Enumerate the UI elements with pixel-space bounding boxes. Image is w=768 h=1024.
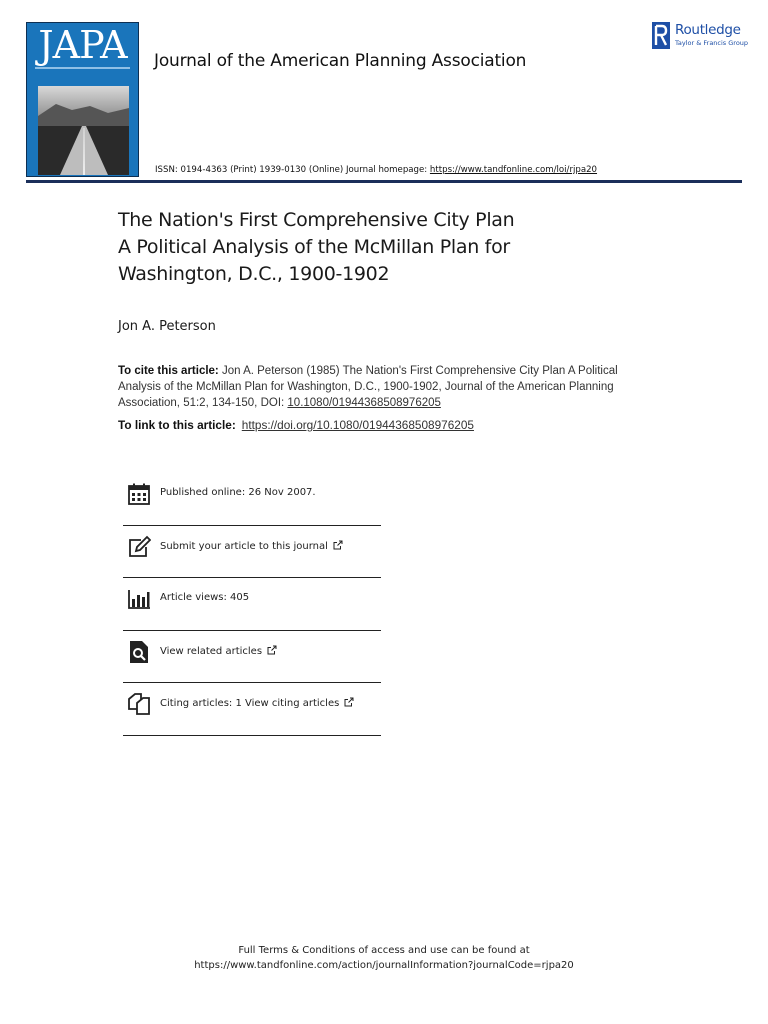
journal-homepage-link[interactable]: https://www.tandfonline.com/loi/rjpa20 [429, 165, 598, 175]
author-name: Jon A. Peterson [118, 319, 216, 334]
article-metrics-list [123, 473, 381, 736]
link-label: To link to this article: [118, 418, 236, 432]
cite-label: To cite this article: [118, 365, 219, 377]
publisher-group: Taylor & Francis Group [675, 39, 749, 47]
metric-citing-articles[interactable] [123, 683, 381, 736]
external-link-icon [344, 697, 354, 707]
title-line: A Political Analysis of the McMillan Plan for [118, 236, 510, 258]
search-document-icon [127, 640, 151, 664]
issn-text: ISSN: 0194-4363 (Print) 1939-0130 (Online) Journal homepage: [155, 165, 430, 175]
cite-text: Jon A. Peterson (1985) The Nation's First Comprehensive City Plan A Political Analysis of the McMillan Plan for Washington, D.C., 1900-1902, Journal of the American Planning Association, 51:2, 134-150, DOI: [118, 365, 618, 409]
metric-published-online [123, 473, 381, 526]
terms-link[interactable]: https://www.tandfonline.com/action/journalInformation?journalCode=rjpa20 [194, 960, 574, 971]
terms-footer [0, 943, 768, 973]
issn-line [155, 165, 597, 175]
header-divider [26, 180, 742, 183]
cover-title: JAPA [38, 23, 127, 67]
journal-name: Journal of the American Planning Association [154, 51, 527, 71]
article-link-line [118, 418, 474, 432]
external-link-icon [267, 645, 277, 655]
title-line: Washington, D.C., 1900-1902 [118, 263, 390, 285]
citation-block [118, 363, 658, 411]
metric-label[interactable] [160, 645, 277, 657]
external-link-icon [333, 540, 343, 550]
metric-label[interactable] [160, 697, 354, 709]
journal-cover-thumbnail [26, 22, 139, 177]
title-line: The Nation's First Comprehensive City Plan [118, 209, 515, 231]
metric-submit-article[interactable] [123, 526, 381, 579]
edit-icon [127, 535, 151, 559]
metric-label[interactable] [160, 540, 343, 552]
submit-article-text[interactable]: Submit your article to this journal [160, 540, 328, 552]
bar-chart-icon [127, 587, 151, 611]
citing-articles-text[interactable]: Citing articles: 1 View citing articles [160, 698, 340, 709]
footer-line: Full Terms & Conditions of access and use can be found at [238, 945, 530, 956]
cover-road-photo [38, 86, 129, 175]
doi-link[interactable]: 10.1080/01944368508976205 [287, 397, 441, 409]
routledge-logo-icon [652, 22, 670, 49]
cover-subtitle-band [35, 67, 130, 69]
metric-article-views [123, 578, 381, 631]
article-doi-url[interactable]: https://doi.org/10.1080/01944368508976205 [241, 418, 474, 432]
related-articles-text[interactable]: View related articles [160, 645, 263, 657]
metric-label: Published online: 26 Nov 2007. [160, 487, 316, 498]
publisher-name: Routledge [675, 22, 741, 38]
calendar-icon [127, 482, 151, 506]
metric-related-articles[interactable] [123, 631, 381, 684]
citing-icon [127, 692, 151, 716]
article-title [118, 207, 638, 288]
metric-label: Article views: 405 [160, 592, 250, 603]
